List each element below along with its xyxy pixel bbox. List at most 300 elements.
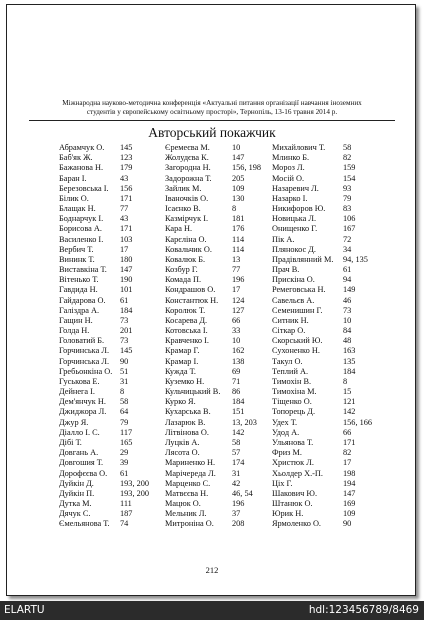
page-references: 196 (232, 499, 245, 509)
index-entry (272, 245, 398, 255)
author-name: Бажанова Н. (59, 163, 104, 173)
page-references: 31 (232, 468, 241, 478)
author-name: Прадівлянний М. (272, 254, 334, 264)
page-references: 147 (343, 488, 356, 498)
index-entry (165, 316, 271, 326)
page-references: 135 (343, 356, 356, 366)
author-name: Прискіна О. (272, 275, 315, 285)
author-name: Комада П. (165, 275, 202, 285)
index-entry (165, 479, 271, 489)
author-name: Кара Н. (165, 224, 193, 234)
index-entry (165, 377, 271, 387)
index-entry (272, 367, 398, 377)
page-references: 145 (120, 143, 133, 152)
author-name: Королюк Т. (165, 305, 206, 315)
author-name: Теплий А. (272, 366, 309, 376)
index-entry (272, 143, 398, 153)
index-entry (59, 509, 163, 519)
page-references: 123 (120, 153, 133, 163)
index-entry (59, 387, 163, 397)
index-entry (165, 143, 271, 153)
index-entry (165, 285, 271, 295)
page-references: 165 (120, 437, 133, 447)
author-name: Баран І. (59, 173, 87, 183)
index-entry (59, 357, 163, 367)
page-references: 142 (343, 407, 356, 417)
author-name: Мариненко Н. (165, 458, 216, 468)
page-references: 163 (343, 346, 356, 356)
author-name: Літвінова О. (165, 427, 210, 437)
index-entry (165, 519, 271, 529)
index-entry (272, 479, 398, 489)
index-entry (59, 224, 163, 234)
index-entry (165, 204, 271, 214)
index-entry (272, 184, 398, 194)
index-entry (165, 153, 271, 163)
page-references: 8 (343, 376, 348, 386)
author-name: Казмірчук І. (165, 214, 209, 224)
page-references: 15 (343, 387, 352, 397)
index-entry (59, 438, 163, 448)
page-references: 17 (232, 285, 241, 295)
page-references: 171 (343, 437, 356, 447)
page-references: 162 (232, 346, 245, 356)
page-references: 194 (343, 478, 356, 488)
author-name: Онищенко Г. (272, 224, 318, 234)
page-references: 13, 203 (232, 417, 257, 427)
author-name: Козбур Г. (165, 265, 198, 275)
page-references: 184 (120, 305, 133, 315)
index-entry (165, 458, 271, 468)
index-entry (59, 143, 163, 153)
index-entry (272, 336, 398, 346)
page-references: 198 (343, 468, 356, 478)
page-references: 69 (232, 366, 241, 376)
author-name: Хьолдер Х.-П. (272, 468, 323, 478)
index-entry (165, 397, 271, 407)
author-name: Лазарюк В. (165, 417, 206, 427)
page-references: 72 (343, 234, 352, 244)
author-name: Довгань А. (59, 448, 99, 458)
page-references: 73 (120, 336, 129, 346)
index-entry (165, 184, 271, 194)
page-references: 94 (343, 275, 352, 285)
author-name: Абрамчук О. (59, 143, 105, 152)
index-entry (165, 357, 271, 367)
index-entry (165, 235, 271, 245)
repository-name: ELARTU (4, 604, 45, 616)
author-name: Марценко С. (165, 478, 211, 488)
page-references: 58 (120, 397, 129, 407)
author-name: Лясота О. (165, 448, 200, 458)
page-references: 79 (343, 193, 352, 203)
index-entry (59, 407, 163, 417)
page-references: 147 (120, 265, 133, 275)
index-entry (59, 326, 163, 336)
author-name: Кондрашов О. (165, 285, 216, 295)
author-name: Косарева Д. (165, 315, 208, 325)
author-name: Дорофєєва О. (59, 468, 108, 478)
index-entry (272, 519, 398, 529)
page-references: 79 (120, 417, 129, 427)
index-entry (165, 407, 271, 417)
author-name: Голда Н. (59, 326, 90, 336)
author-name: Баб'як Ж. (59, 153, 93, 163)
header-line-1: Міжнародна науково-методична конференція «Актуальні питання організації навчання іноземних (62, 99, 362, 107)
author-name: Курко Я. (165, 397, 196, 407)
page-references: 43 (120, 173, 129, 183)
page-references: 61 (343, 265, 352, 275)
index-entry (272, 224, 398, 234)
page-references: 142 (232, 427, 245, 437)
index-entry (272, 235, 398, 245)
page-references: 58 (343, 143, 352, 152)
index-entry (165, 428, 271, 438)
page-references: 109 (343, 509, 356, 519)
page-references: 29 (120, 448, 129, 458)
author-name: Удех Т. (272, 417, 298, 427)
page-references: 93 (343, 183, 352, 193)
page-references: 208 (232, 519, 245, 529)
index-entry (272, 326, 398, 336)
page-references: 73 (343, 305, 352, 315)
author-name: Кужда Т. (165, 366, 196, 376)
author-name: Крамар Г. (165, 346, 200, 356)
author-name: Никифоров Ю. (272, 204, 326, 214)
author-name: Фриз М. (272, 448, 302, 458)
page-references: 86 (232, 387, 241, 397)
author-index-column-1 (59, 143, 163, 530)
author-name: Шакович Ю. (272, 488, 318, 498)
author-name: Константюк Н. (165, 295, 219, 305)
author-name: Дутка М. (59, 499, 92, 509)
index-entry (272, 357, 398, 367)
author-name: Галіздра А. (59, 305, 100, 315)
handle-identifier: hdl:123456789/8469 (308, 604, 419, 616)
index-entry (165, 509, 271, 519)
author-name: Мосій О. (272, 173, 305, 183)
author-name: Тимохін В. (272, 376, 312, 386)
index-entry (165, 438, 271, 448)
author-name: Джиджора Л. (59, 407, 107, 417)
index-entry (272, 438, 398, 448)
page-references: 58 (232, 437, 241, 447)
index-entry (165, 265, 271, 275)
author-name: Горчинська Л. (59, 356, 110, 366)
index-entry (272, 387, 398, 397)
page-references: 71 (232, 376, 241, 386)
index-entry (59, 346, 163, 356)
author-name: Білик О. (59, 193, 89, 203)
index-entry (59, 428, 163, 438)
author-name: Боднарчук І. (59, 214, 104, 224)
index-entry (272, 194, 398, 204)
author-name: Котовська І. (165, 326, 208, 336)
author-name: Василенко І. (59, 234, 104, 244)
author-name: Прач В. (272, 265, 300, 275)
author-name: Вітенько Т. (59, 275, 99, 285)
author-name: Плянокос Д. (272, 244, 316, 254)
viewer-footer-bar (0, 601, 424, 620)
author-name: Куземко Н. (165, 376, 205, 386)
author-name: Вининк Т. (59, 254, 95, 264)
index-entry (165, 163, 271, 173)
index-entry (272, 306, 398, 316)
author-name: Джур Я. (59, 417, 89, 427)
page-references: 37 (232, 509, 241, 519)
page-references: 106 (343, 214, 356, 224)
index-entry (165, 214, 271, 224)
author-name: Юрик Н. (272, 509, 304, 519)
index-entry (59, 418, 163, 428)
author-name: Блащак Н. (59, 204, 96, 214)
index-entry (59, 235, 163, 245)
author-name: Ємельянова Т. (59, 519, 110, 529)
index-entry (59, 469, 163, 479)
index-entry (165, 275, 271, 285)
page-references: 176 (232, 224, 245, 234)
index-entry (272, 285, 398, 295)
page-references: 77 (232, 265, 241, 275)
page-references: 77 (120, 204, 129, 214)
index-entry (272, 407, 398, 417)
author-name: Горчинська Л. (59, 346, 110, 356)
index-entry (165, 418, 271, 428)
page-references: 145 (120, 346, 133, 356)
page-references: 83 (343, 204, 352, 214)
author-name: Тіщенко О. (272, 397, 312, 407)
author-name: Тимохіна М. (272, 387, 317, 397)
page-references: 43 (120, 214, 129, 224)
index-entry (272, 174, 398, 184)
page-references: 51 (120, 366, 129, 376)
index-entry (59, 265, 163, 275)
author-name: Ремеговська Н. (272, 285, 326, 295)
index-entry (59, 174, 163, 184)
author-name: Карєліна О. (165, 234, 207, 244)
author-name: Назаревич Л. (272, 183, 319, 193)
index-entry (165, 224, 271, 234)
author-name: Кульчицький В. (165, 387, 221, 397)
page-number: 212 (205, 565, 219, 575)
page-references: 117 (120, 427, 133, 437)
page-references: 61 (120, 295, 129, 305)
index-entry (59, 275, 163, 285)
author-name: Кухарська В. (165, 407, 211, 417)
author-name: Марічереда Л. (165, 468, 216, 478)
author-name: Ціх Г. (272, 478, 293, 488)
page-references: 138 (232, 356, 245, 366)
author-name: Савельєв А. (272, 295, 315, 305)
page-references: 169 (343, 499, 356, 509)
page-references: 193, 200 (120, 478, 150, 488)
index-entry (272, 163, 398, 173)
index-entry (272, 377, 398, 387)
author-index-column-2 (165, 143, 271, 530)
page-references: 156, 198 (232, 163, 262, 173)
index-entry (59, 153, 163, 163)
author-name: Такул О. (272, 356, 303, 366)
author-name: Сіткар О. (272, 326, 306, 336)
page-references: 151 (232, 407, 245, 417)
index-entry (59, 479, 163, 489)
page-references: 174 (232, 458, 245, 468)
author-name: Топорець Д. (272, 407, 316, 417)
page-references: 201 (120, 326, 133, 336)
author-name: Штанюк О. (272, 499, 313, 509)
index-entry (165, 336, 271, 346)
page-references: 184 (343, 366, 356, 376)
index-entry (272, 428, 398, 438)
page-references: 127 (232, 305, 245, 315)
index-entry (165, 326, 271, 336)
index-entry (272, 204, 398, 214)
page-references: 180 (120, 254, 133, 264)
page-references: 171 (120, 193, 133, 203)
page-references: 66 (343, 427, 352, 437)
index-entry (59, 184, 163, 194)
page-references: 181 (232, 214, 245, 224)
index-entry (59, 245, 163, 255)
page-references: 10 (232, 336, 241, 346)
index-entry (272, 255, 398, 265)
index-entry (165, 174, 271, 184)
index-entry (59, 285, 163, 295)
page-references: 48 (343, 336, 352, 346)
author-name: Гащин Н. (59, 315, 93, 325)
page-references: 17 (120, 244, 129, 254)
index-entry (59, 458, 163, 468)
index-entry (59, 519, 163, 529)
author-name: Луцків А. (165, 437, 200, 447)
page-references: 39 (120, 458, 129, 468)
author-name: Дібі Т. (59, 437, 82, 447)
author-name: Крамар І. (165, 356, 199, 366)
index-entry (272, 397, 398, 407)
page-references: 84 (343, 326, 352, 336)
page-references: 103 (120, 234, 133, 244)
author-name: Семенишин Г. (272, 305, 323, 315)
page-references: 74 (120, 519, 129, 529)
page-references: 114 (232, 244, 245, 254)
index-entry (59, 163, 163, 173)
page-references: 8 (232, 204, 237, 214)
index-entry (272, 275, 398, 285)
index-entry (165, 387, 271, 397)
index-entry (272, 153, 398, 163)
index-entry (272, 296, 398, 306)
page-references: 10 (232, 143, 241, 152)
page-references: 13 (232, 254, 241, 264)
author-name: Ульянова Т. (272, 437, 314, 447)
author-name: Борисова А. (59, 224, 102, 234)
page-references: 171 (120, 224, 133, 234)
author-index-column-3 (272, 143, 398, 530)
conference-header (29, 99, 395, 121)
page-references: 90 (120, 356, 129, 366)
author-name: Іваночків О. (165, 193, 209, 203)
author-name: Зайлик М. (165, 183, 202, 193)
index-entry (165, 255, 271, 265)
index-entry (59, 397, 163, 407)
index-entry (165, 489, 271, 499)
page-references: 179 (120, 163, 133, 173)
index-entry (59, 296, 163, 306)
page-references: 46 (343, 295, 352, 305)
page-references: 61 (120, 468, 129, 478)
index-entry (165, 296, 271, 306)
author-name: Ковальчик О. (165, 244, 212, 254)
index-entry (165, 367, 271, 377)
page-references: 121 (343, 397, 356, 407)
author-name: Сухоненко Н. (272, 346, 320, 356)
author-name: Мороз Л. (272, 163, 305, 173)
author-name: Скорський Ю. (272, 336, 323, 346)
index-entry (59, 448, 163, 458)
author-name: Задорожна Т. (165, 173, 212, 183)
index-entry (272, 214, 398, 224)
page-references: 196 (232, 275, 245, 285)
author-name: Гребьонкіна О. (59, 366, 113, 376)
page-references: 101 (120, 285, 133, 295)
page-references: 205 (232, 173, 245, 183)
page-references: 66 (232, 315, 241, 325)
author-name: Митроніна О. (165, 519, 214, 529)
author-name: Виставкіна Т. (59, 265, 107, 275)
author-name: Жолудєва К. (165, 153, 209, 163)
author-name: Мацюк О. (165, 499, 201, 509)
page-references: 147 (232, 153, 245, 163)
index-entry (272, 469, 398, 479)
index-entry (59, 367, 163, 377)
author-name: Дуйкін Д. (59, 478, 94, 488)
index-entry (59, 204, 163, 214)
page-references: 64 (120, 407, 129, 417)
page-references: 111 (120, 499, 132, 509)
index-entry (165, 245, 271, 255)
author-name: Гавдида Н. (59, 285, 98, 295)
index-entry (165, 306, 271, 316)
page-references: 8 (120, 387, 125, 397)
author-name: Ковалюк Б. (165, 254, 206, 264)
page-references: 156, 166 (343, 417, 373, 427)
page-title: Авторський покажчик (148, 125, 276, 140)
header-line-2: студентів у європейському освітньому просторі», Тернопіль, 13-16 травня 2014 р. (86, 108, 338, 116)
author-name: Єремеєва М. (165, 143, 210, 152)
page-references: 46, 54 (232, 488, 253, 498)
author-name: Березовська І. (59, 183, 109, 193)
page-references: 34 (343, 244, 352, 254)
index-entry (165, 499, 271, 509)
page-references: 114 (232, 234, 245, 244)
author-name: Вербич Т. (59, 244, 94, 254)
document-page (6, 4, 416, 596)
index-entry (59, 306, 163, 316)
author-name: Мельник Л. (165, 509, 207, 519)
page-references: 31 (120, 376, 129, 386)
page-references: 184 (232, 397, 245, 407)
page-references: 82 (343, 448, 352, 458)
index-entry (165, 194, 271, 204)
index-entry (59, 336, 163, 346)
page-references: 17 (343, 458, 352, 468)
author-name: Ісаєнко В. (165, 204, 201, 214)
page-references: 167 (343, 224, 356, 234)
author-name: Гайдарова О. (59, 295, 106, 305)
index-entry (59, 377, 163, 387)
index-entry (272, 316, 398, 326)
author-name: Дячук С. (59, 509, 91, 519)
